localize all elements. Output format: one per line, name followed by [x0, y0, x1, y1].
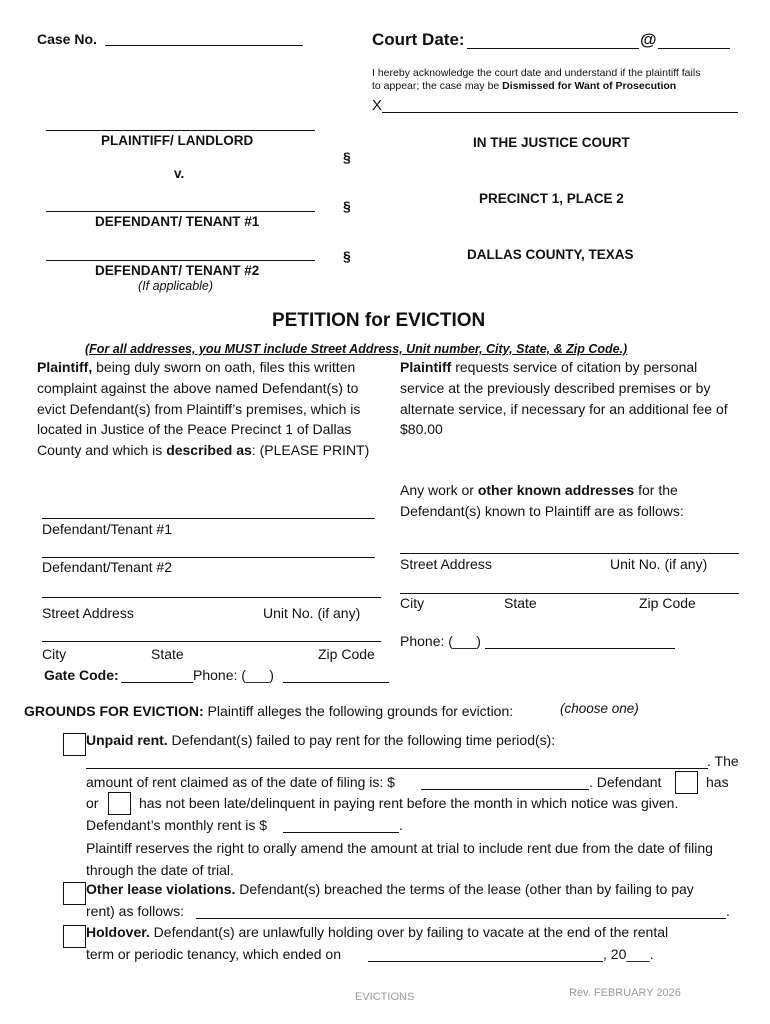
- grounds-heading: [24, 703, 513, 719]
- other-city-label: City: [400, 595, 425, 611]
- premises-street-field[interactable]: [42, 597, 381, 598]
- plaintiff-label: PLAINTIFF/ LANDLORD: [101, 133, 254, 148]
- unpaid-bold: Unpaid rent.: [86, 732, 168, 748]
- the-text: . The: [707, 753, 739, 769]
- gate-code-field[interactable]: [121, 682, 193, 683]
- lease-violation-line-2: rent) as follows:: [86, 903, 185, 919]
- lease-bold: Other lease violations.: [86, 881, 236, 897]
- court-date-label: Court Date:: [372, 30, 465, 49]
- choose-one-note: (choose one): [560, 701, 639, 716]
- lease-text: Defendant(s) breached the terms of the lease (other than by failing to pay: [235, 881, 694, 897]
- holdover-text: Defendant(s) are unlawfully holding over by failing to vacate at the end of the rental: [149, 924, 669, 940]
- has-text: has: [706, 774, 729, 790]
- unpaid-text: Defendant(s) failed to pay rent for the following time period(s):: [167, 732, 556, 748]
- premises-phone-field[interactable]: [283, 682, 389, 683]
- other-street-label: Street Address: [400, 556, 492, 572]
- other-phone-label: Phone: (___): [400, 633, 481, 649]
- unpaid-rent-checkbox[interactable]: [63, 733, 86, 756]
- unpaid-rent-line: [86, 732, 555, 748]
- reserve-text: Plaintiff reserves the right to orally amend the amount at trial to include rent due from the date of filing through the date of trial.: [86, 840, 713, 878]
- other-state-label: State: [504, 595, 537, 611]
- tenancy-end-date-field[interactable]: [368, 961, 603, 962]
- defendant1-label: DEFENDANT/ TENANT #1: [95, 214, 260, 229]
- other-post: for the Defendant(s) known to Plaintiff are as follows:: [400, 482, 684, 519]
- footer-revision: Rev. FEBRUARY 2026: [569, 987, 681, 999]
- defendant2-caption: Defendant/Tenant #2: [42, 559, 172, 575]
- not-late-text: has not been late/delinquent in paying rent before the month in which notice was given.: [139, 795, 679, 811]
- defendant2-address-name-field[interactable]: [42, 557, 375, 558]
- lease-period: .: [726, 903, 730, 919]
- defendant2-name-field[interactable]: [46, 260, 315, 261]
- holdover-line-2: term or periodic tenancy, which ended on: [86, 946, 341, 962]
- acknowledge-text: to appear; the case may be: [372, 80, 503, 92]
- case-no-label: Case No.: [37, 31, 97, 47]
- court-name-line-2: PRECINCT 1, PLACE 2: [479, 191, 624, 206]
- premises-unit-label: Unit No. (if any): [263, 605, 361, 621]
- other-unit-label: Unit No. (if any): [610, 556, 708, 572]
- lease-violation-field[interactable]: [196, 918, 726, 919]
- footer-evictions: EVICTIONS: [355, 991, 415, 1003]
- grounds-bold: GROUNDS FOR EVICTION:: [24, 703, 204, 719]
- complaint-body: being duly sworn on oath, files this written complaint against the above named Defendant(s) to evict Defendant(s) from Plaintiff’s premises, which is located in Justice of the Peace Precinct 1 of Dallas County and which is: [37, 359, 361, 459]
- other-addresses-text: [400, 480, 730, 522]
- has-been-late-checkbox[interactable]: [675, 771, 698, 794]
- court-time-field[interactable]: [658, 48, 730, 49]
- grounds-text: Plaintiff alleges the following grounds for eviction:: [203, 703, 514, 719]
- premises-zip-label: Zip Code: [318, 646, 375, 662]
- court-name-line-3: DALLAS COUNTY, TEXAS: [467, 247, 634, 262]
- amount-claimed-field[interactable]: [421, 789, 589, 790]
- other-street-field[interactable]: [400, 553, 739, 554]
- section-mark-2: §: [343, 198, 351, 214]
- other-city-field[interactable]: [400, 593, 739, 594]
- premises-city-field[interactable]: [42, 641, 381, 642]
- address-note: (For all addresses, you MUST include Street Address, Unit number, City, State, & Zip Code.): [85, 342, 628, 356]
- rent-period-field[interactable]: [86, 768, 708, 769]
- defendant1-name-field[interactable]: [46, 211, 315, 212]
- section-mark-3: §: [343, 248, 351, 264]
- premises-city-label: City: [42, 646, 67, 662]
- acknowledge-line-1: I hereby acknowledge the court date and understand if the plaintiff fails: [372, 67, 701, 79]
- plaintiff-bold: Plaintiff,: [37, 359, 93, 375]
- monthly-period: .: [399, 817, 403, 833]
- plaintiff-bold-right: Plaintiff: [400, 359, 452, 375]
- amount-claimed-label: amount of rent claimed as of the date of filing is: $: [86, 774, 395, 790]
- other-pre: Any work or: [400, 482, 478, 498]
- other-zip-label: Zip Code: [639, 595, 696, 611]
- defendant1-address-name-field[interactable]: [42, 518, 375, 519]
- court-date-field[interactable]: [467, 48, 639, 49]
- or-text: or: [86, 795, 99, 811]
- monthly-rent-label: Defendant’s monthly rent is $: [86, 817, 268, 833]
- case-no-field[interactable]: [105, 45, 303, 46]
- holdover-checkbox[interactable]: [63, 925, 86, 948]
- page-title: PETITION for EVICTION: [272, 310, 486, 331]
- at-sign: @: [640, 30, 657, 49]
- other-phone-field[interactable]: [485, 648, 675, 649]
- other-bold: other known addresses: [477, 482, 635, 498]
- premises-phone-label: Phone: (___): [193, 667, 274, 683]
- signature-x: X: [372, 97, 383, 114]
- service-request-text: [400, 357, 735, 440]
- plaintiff-complaint-text: [37, 357, 382, 461]
- signature-field[interactable]: [382, 112, 738, 113]
- has-not-been-late-checkbox[interactable]: [108, 792, 131, 815]
- premises-street-label: Street Address: [42, 605, 134, 621]
- please-print: : (PLEASE PRINT): [251, 442, 370, 459]
- versus-label: v.: [174, 166, 185, 181]
- described-as: described as: [166, 442, 252, 459]
- premises-state-label: State: [151, 646, 184, 662]
- if-applicable-note: (If applicable): [138, 279, 214, 293]
- lease-violation-checkbox[interactable]: [63, 882, 86, 905]
- lease-violation-line: [86, 881, 694, 897]
- defendant2-label: DEFENDANT/ TENANT #2: [95, 263, 260, 278]
- year-suffix: , 20___.: [603, 946, 654, 962]
- gate-code-label: Gate Code:: [44, 667, 119, 683]
- service-body: requests service of citation by personal service at the previously described premises or by alternate service, if necessary for an additional fee of $80.00: [400, 359, 728, 438]
- monthly-rent-field[interactable]: [283, 832, 399, 833]
- acknowledge-bold: Dismissed for Want of Prosecution: [502, 80, 677, 92]
- section-mark-1: §: [343, 149, 351, 165]
- defendant1-caption: Defendant/Tenant #1: [42, 521, 172, 537]
- court-name-line-1: IN THE JUSTICE COURT: [473, 135, 630, 150]
- holdover-line: [86, 924, 668, 940]
- acknowledge-line-2: [372, 80, 676, 92]
- defendant-text: . Defendant: [589, 774, 662, 790]
- plaintiff-name-field[interactable]: [46, 130, 315, 131]
- holdover-bold: Holdover.: [86, 924, 150, 940]
